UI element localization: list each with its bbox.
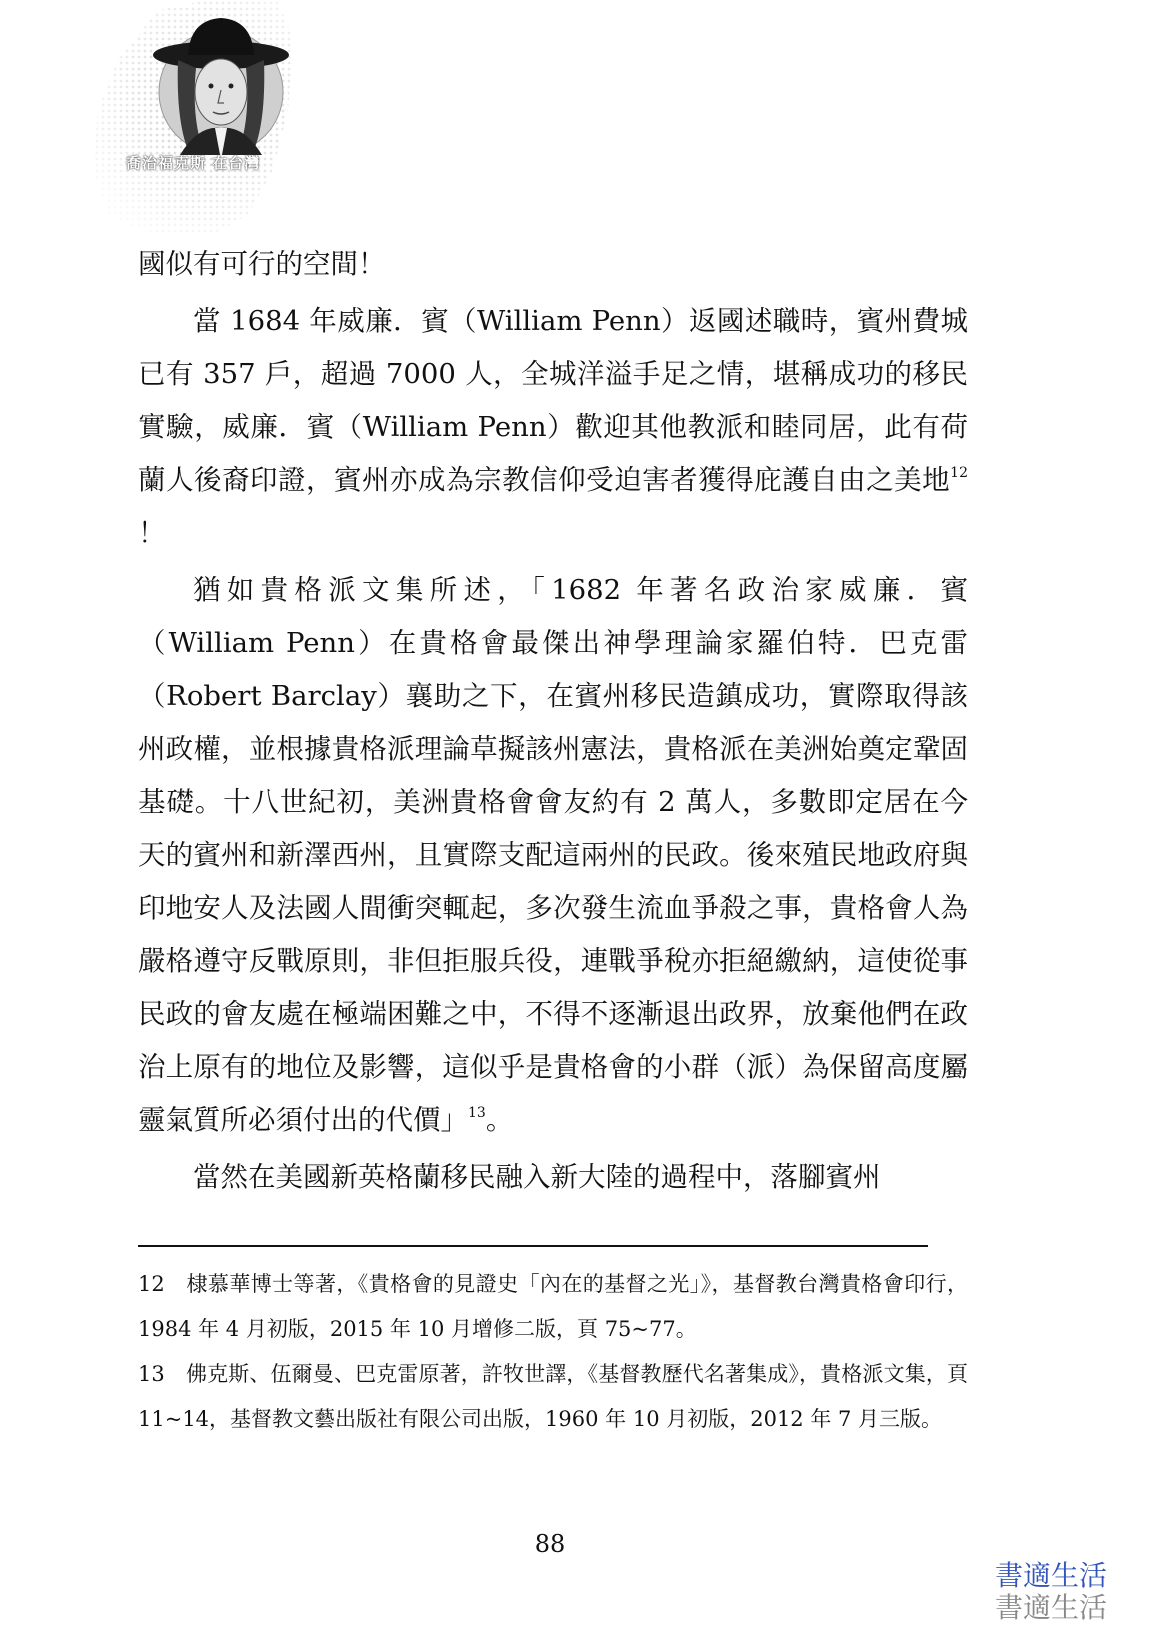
footnote-12: 12 棣慕華博士等著，《貴格會的見證史「內在的基督之光」》，基督教台灣貴格會印行，1984 年 4 月初版，2015 年 10 月增修二版，頁 75~77。 (138, 1272, 968, 1341)
paragraph-3-tail: 。 (485, 1104, 514, 1136)
portrait-emblem-image (88, 0, 308, 232)
footnote-13: 13 佛克斯、伍爾曼、巴克雷原著，許牧世譯，《基督教歷代名著集成》，貴格派文集，頁 11~14，基督教文藝出版社有限公司出版，1960 年 10 月初版，2012 年 7 月三版。 (138, 1362, 968, 1431)
watermark-line-1: 書適生活 (994, 1559, 1107, 1592)
publisher-watermark (995, 1560, 1107, 1624)
page-number: 88 (534, 1530, 566, 1558)
paragraph-2-tail: ！ (138, 517, 166, 549)
footnote-ref-12: 12 (950, 465, 968, 481)
paragraph-1: 國似有可行的空間！ (138, 248, 386, 280)
emblem-caption: 喬治福克斯 在台灣 (126, 154, 261, 172)
paragraph-2-text: 當 1684 年威廉．賓（William Penn）返國述職時，賓州費城已有 357 戶，超過 7000 人，全城洋溢手足之情，堪稱成功的移民實驗，威廉．賓（William Penn）歡迎其他教派和睦同居，此有荷蘭人後裔印證，賓州亦成為宗教信仰受迫害者獲得庇護自由之美地 (138, 305, 968, 496)
footnote-ref-13: 13 (468, 1105, 486, 1121)
paragraph-3 (138, 564, 968, 1147)
body-text (138, 238, 968, 1204)
footnotes (138, 1262, 968, 1442)
header-emblem (88, 0, 308, 232)
watermark-line-2: 書適生活 (994, 1591, 1107, 1624)
paragraph-4: 當然在美國新英格蘭移民融入新大陸的過程中，落腳賓州 (193, 1161, 881, 1193)
footnote-divider (138, 1245, 928, 1247)
paragraph-2 (138, 295, 968, 560)
paragraph-3-text: 猶如貴格派文集所述，「1682 年著名政治家威廉．賓（William Penn）在貴格會最傑出神學理論家羅伯特．巴克雷（Robert Barclay）襄助之下，在賓州移民造鎮成功，實際取得該州政權，並根據貴格派理論草擬該州憲法，貴格派在美洲始奠定鞏固基礎。十八世紀初，美洲貴格會會友約有 2 萬人，多數即定居在今天的賓州和新澤西州，且實際支配這兩州的民政。後來殖民地政府與印地安人及法國人間衝突輒起，多次發生流血爭殺之事，貴格會人為嚴格遵守反戰原則，非但拒服兵役，連戰爭稅亦拒絕繳納，這使從事民政的會友處在極端困難之中，不得不逐漸退出政界，放棄他們在政治上原有的地位及影響，這似乎是貴格會的小群（派）為保留高度屬靈氣質所必須付出的代價」 (138, 574, 968, 1136)
